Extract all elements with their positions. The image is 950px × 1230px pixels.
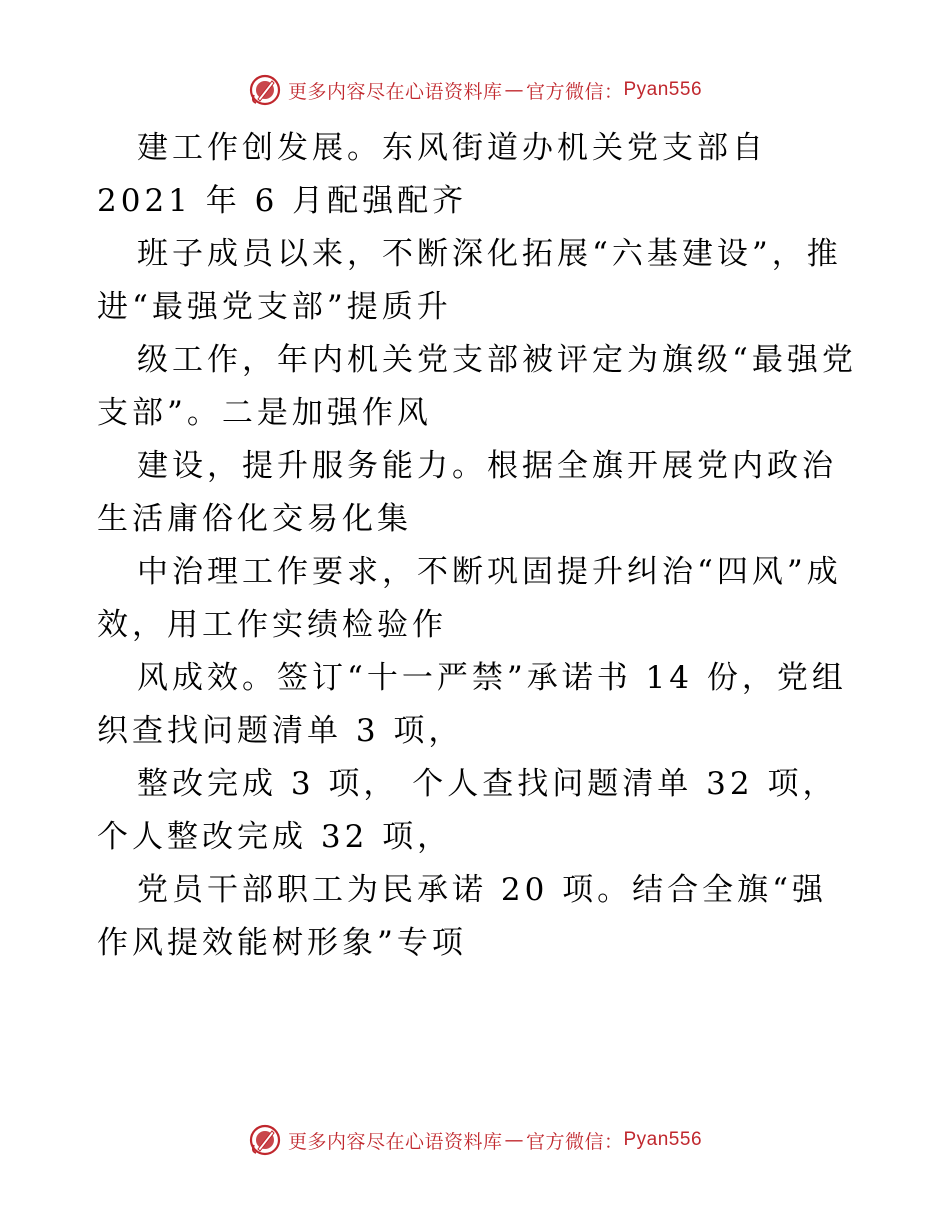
watermark-wechat-id: Pyan556 bbox=[623, 1129, 703, 1150]
paragraph: 整改完成 3 项， 个人查找问题清单 32 项，个人整改完成 32 项， bbox=[97, 766, 838, 855]
watermark-wechat-label: 官方微信： bbox=[525, 80, 624, 103]
paragraph: 中治理工作要求，不断巩固提升纠治“四风”成效，用工作实绩检验作 bbox=[97, 554, 842, 643]
watermark-wechat-id: Pyan556 bbox=[623, 79, 703, 100]
watermark-main-text: 更多内容尽在心语资料库 bbox=[287, 1130, 503, 1153]
quill-seal-icon bbox=[248, 73, 282, 107]
paragraph: 级工作，年内机关党支部被评定为旗级“最强党支部”。二是加强作风 bbox=[97, 342, 857, 431]
header-watermark bbox=[0, 70, 950, 110]
paragraph: 班子成员以来，不断深化拓展“六基建设”，推进“最强党支部”提质升 bbox=[97, 236, 842, 325]
paragraph: 建工作创发展。东风街道办机关党支部自 2021 年 6 月配强配齐 bbox=[97, 130, 767, 219]
paragraph: 建设，提升服务能力。根据全旗开展党内政治生活庸俗化交易化集 bbox=[97, 448, 837, 537]
quill-seal-icon bbox=[248, 1123, 282, 1157]
watermark-dash: — bbox=[504, 79, 524, 101]
paragraph: 风成效。签订“十一严禁”承诺书 14 份，党组织查找问题清单 3 项， bbox=[97, 660, 847, 749]
paragraph: 党员干部职工为民承诺 20 项。结合全旗“强作风提效能树形象”专项 bbox=[97, 872, 828, 961]
document-body bbox=[97, 122, 857, 970]
watermark-main-text: 更多内容尽在心语资料库 bbox=[287, 80, 503, 103]
watermark-dash: — bbox=[504, 1129, 524, 1151]
watermark-wechat-label: 官方微信： bbox=[525, 1130, 624, 1153]
footer-watermark bbox=[0, 1120, 950, 1160]
